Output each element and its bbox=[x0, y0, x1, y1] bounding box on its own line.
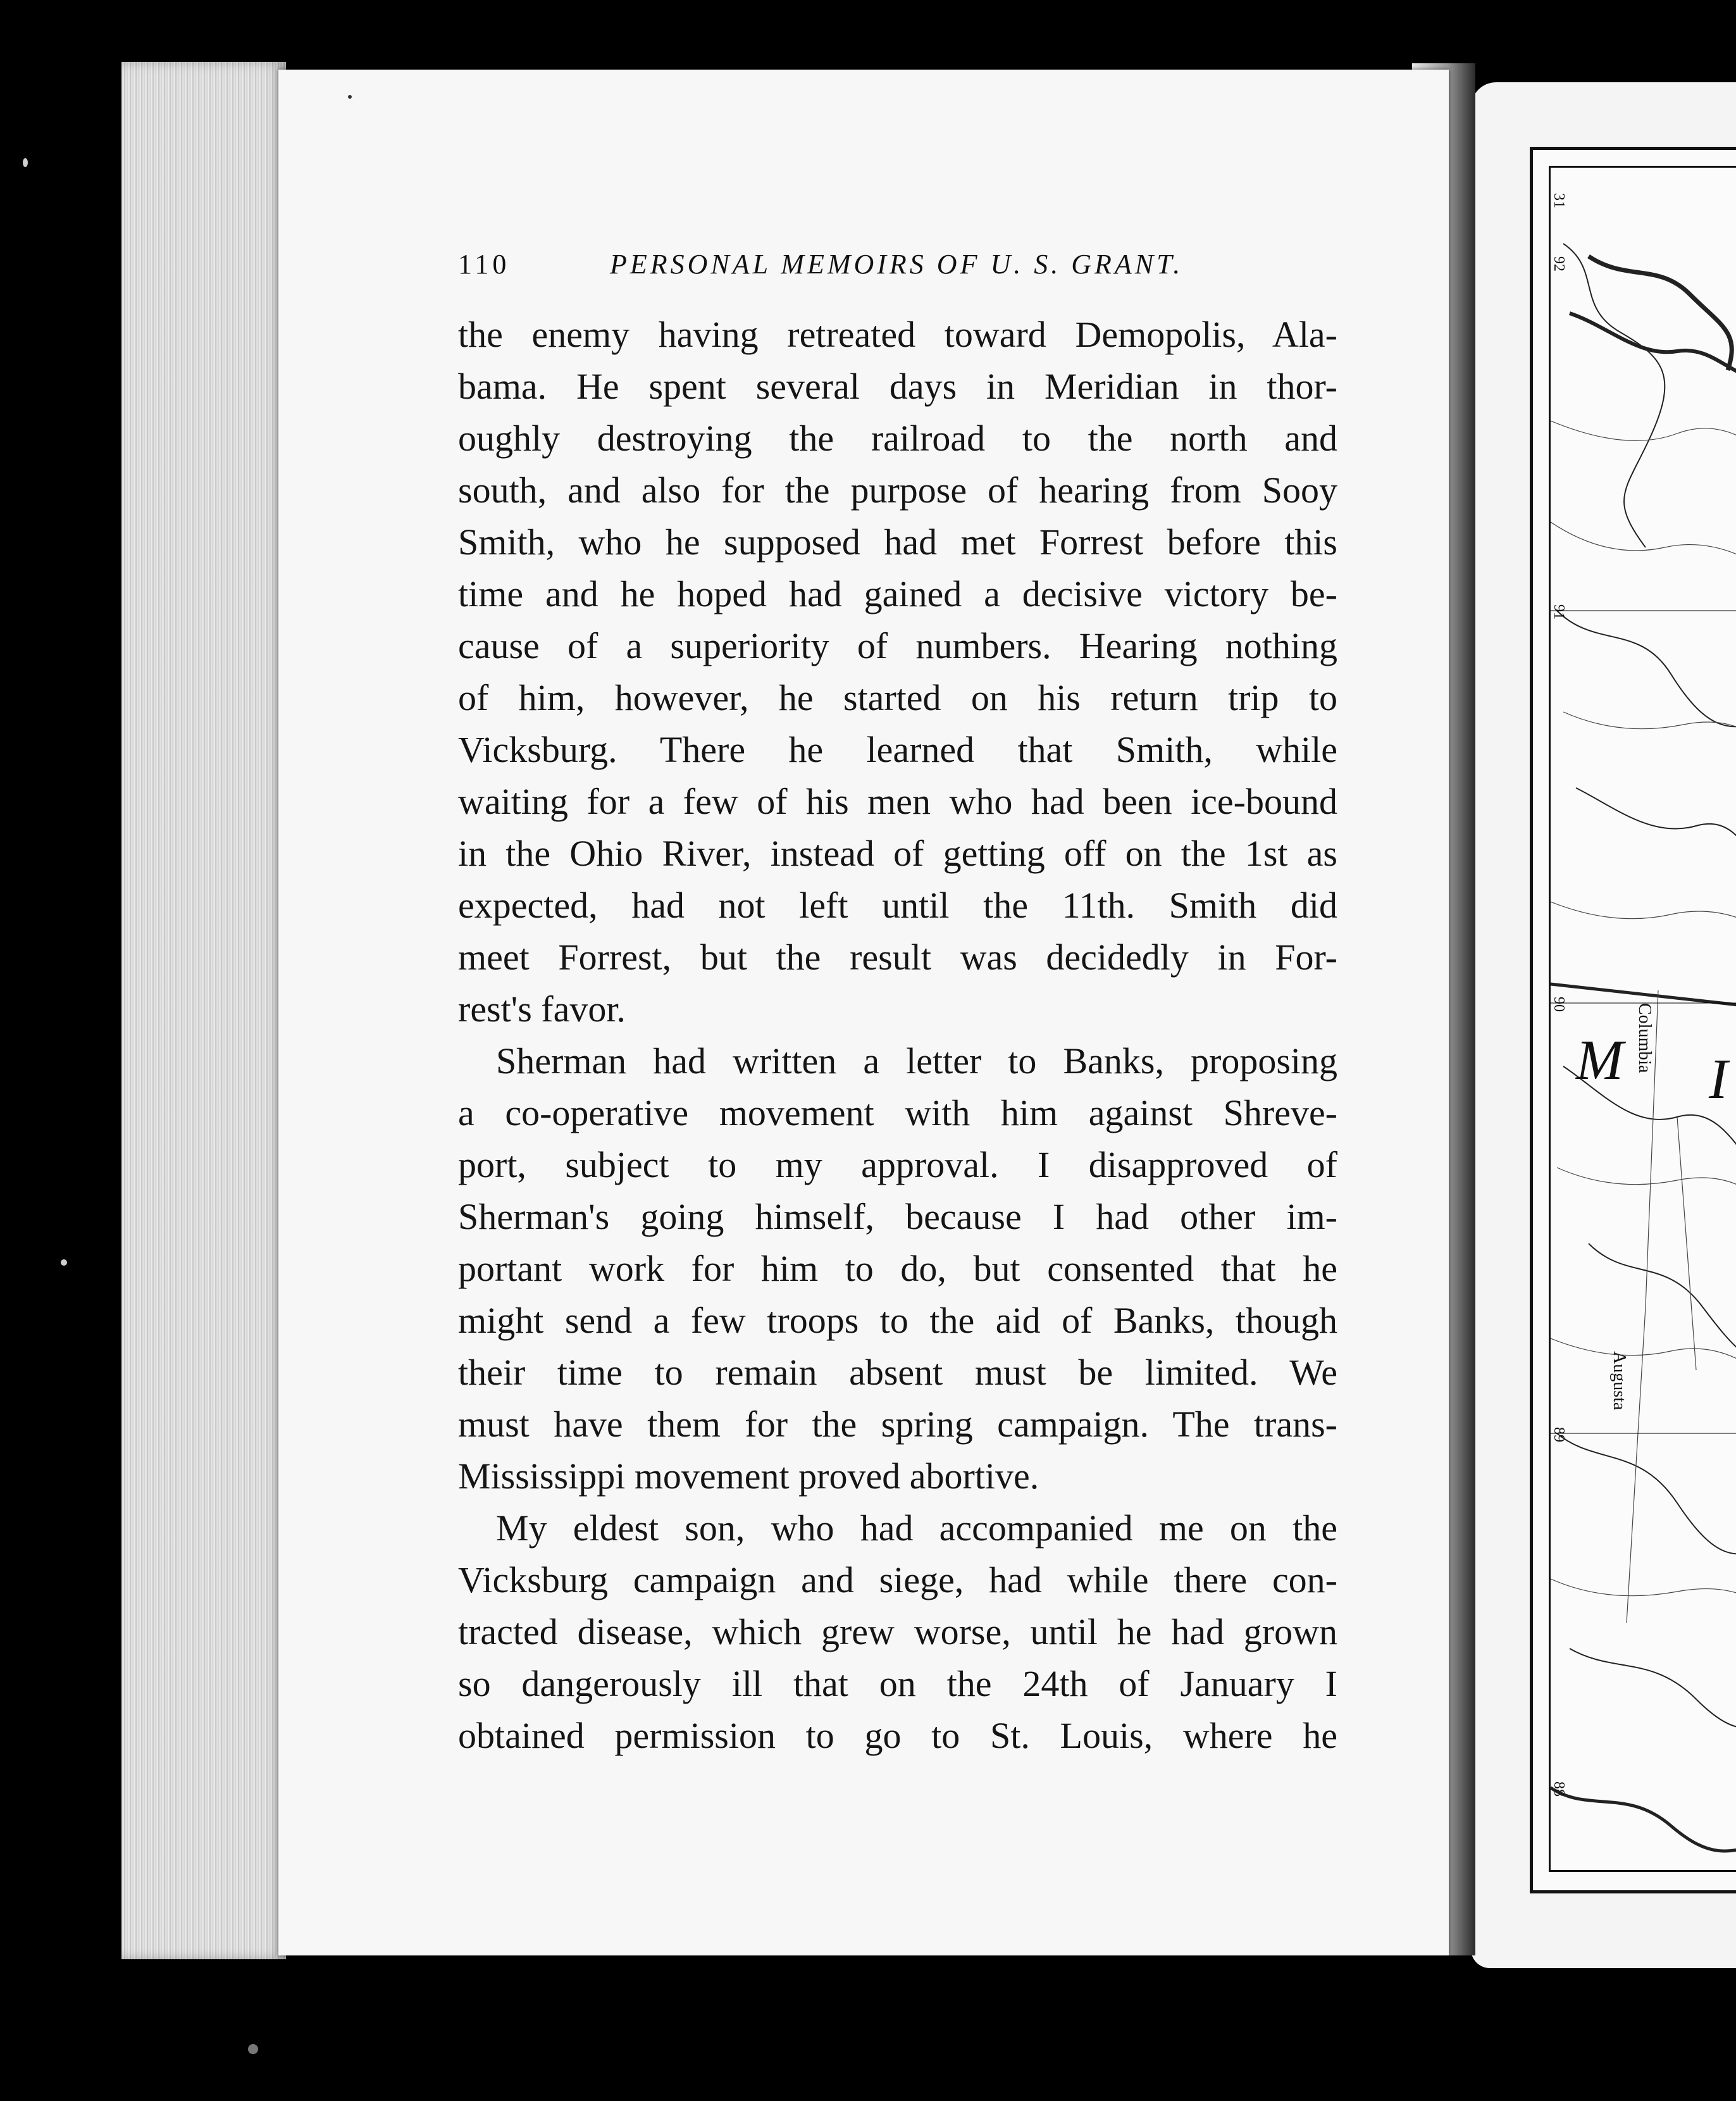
map-drawing bbox=[1551, 168, 1736, 1870]
map-letter-i: I bbox=[1709, 1048, 1728, 1111]
map-label-31: 31 bbox=[1551, 193, 1567, 208]
text-line: south, and also for the purpose of hearing from Sooy bbox=[458, 470, 1337, 511]
text-line: might send a few troops to the aid of Banks, though bbox=[458, 1300, 1337, 1341]
page-edges bbox=[121, 62, 286, 1959]
text-line: port, subject to my approval. I disapproved of bbox=[458, 1144, 1337, 1185]
map-town-columbia: Columbia bbox=[1635, 1003, 1654, 1073]
text-line: meet Forrest, but the result was decidedly in For- bbox=[458, 937, 1337, 978]
scan-speck bbox=[61, 1259, 67, 1266]
text-line: Vicksburg campaign and siege, had while there con- bbox=[458, 1559, 1337, 1600]
text-line: in the Ohio River, instead of getting off on the 1st as bbox=[458, 833, 1337, 874]
paragraph-start-line: Sherman had written a letter to Banks, proposing bbox=[496, 1040, 1337, 1082]
text-line: oughly destroying the railroad to the north and bbox=[458, 418, 1337, 459]
text-line: expected, had not left until the 11th. Smith did bbox=[458, 885, 1337, 926]
map-label-89: 89 bbox=[1551, 1427, 1567, 1442]
text-line: Vicksburg. There he learned that Smith, while bbox=[458, 729, 1337, 770]
scan-speck bbox=[248, 2044, 258, 2054]
text-line: Sherman's going himself, because I had other im- bbox=[458, 1196, 1337, 1237]
text-line: their time to remain absent must be limited. We bbox=[458, 1352, 1337, 1393]
text-line: the enemy having retreated toward Demopolis, Ala- bbox=[458, 314, 1337, 355]
map-letter-m: M bbox=[1576, 1029, 1623, 1092]
running-head bbox=[458, 248, 1217, 286]
paragraph-start-line: My eldest son, who had accompanied me on the bbox=[496, 1507, 1337, 1549]
text-line: so dangerously ill that on the 24th of January I bbox=[458, 1663, 1337, 1704]
map-label-88: 88 bbox=[1551, 1781, 1567, 1797]
text-line: must have them for the spring campaign. The trans- bbox=[458, 1404, 1337, 1445]
page-number: 110 bbox=[458, 249, 511, 280]
text-line: waiting for a few of his men who had been ice-bound bbox=[458, 781, 1337, 822]
text-line: Smith, who he supposed had met Forrest before this bbox=[458, 521, 1337, 563]
scan-speck bbox=[23, 158, 28, 167]
text-line: tracted disease, which grew worse, until he had grown bbox=[458, 1611, 1337, 1652]
running-title: PERSONAL MEMOIRS OF U. S. GRANT. bbox=[610, 249, 1184, 280]
text-line: Mississippi movement proved abortive. bbox=[458, 1456, 1039, 1497]
text-line: bama. He spent several days in Meridian in thor- bbox=[458, 366, 1337, 407]
scan-speck bbox=[348, 95, 352, 99]
map-label-92: 92 bbox=[1551, 256, 1567, 271]
map-label-91: 91 bbox=[1551, 604, 1567, 620]
text-line: of him, however, he started on his return trip to bbox=[458, 677, 1337, 718]
text-line: obtained permission to go to St. Louis, where he bbox=[458, 1715, 1337, 1756]
text-line: time and he hoped had gained a decisive victory be- bbox=[458, 573, 1337, 614]
map-label-90: 90 bbox=[1551, 997, 1567, 1012]
text-line: portant work for him to do, but consented that he bbox=[458, 1248, 1337, 1289]
map-town-augusta: Augusta bbox=[1609, 1351, 1629, 1411]
text-line: cause of a superiority of numbers. Hearing nothing bbox=[458, 625, 1337, 666]
text-line: a co-operative movement with him against Shreve- bbox=[458, 1092, 1337, 1133]
map bbox=[1549, 166, 1736, 1872]
text-line: rest's favor. bbox=[458, 988, 626, 1030]
